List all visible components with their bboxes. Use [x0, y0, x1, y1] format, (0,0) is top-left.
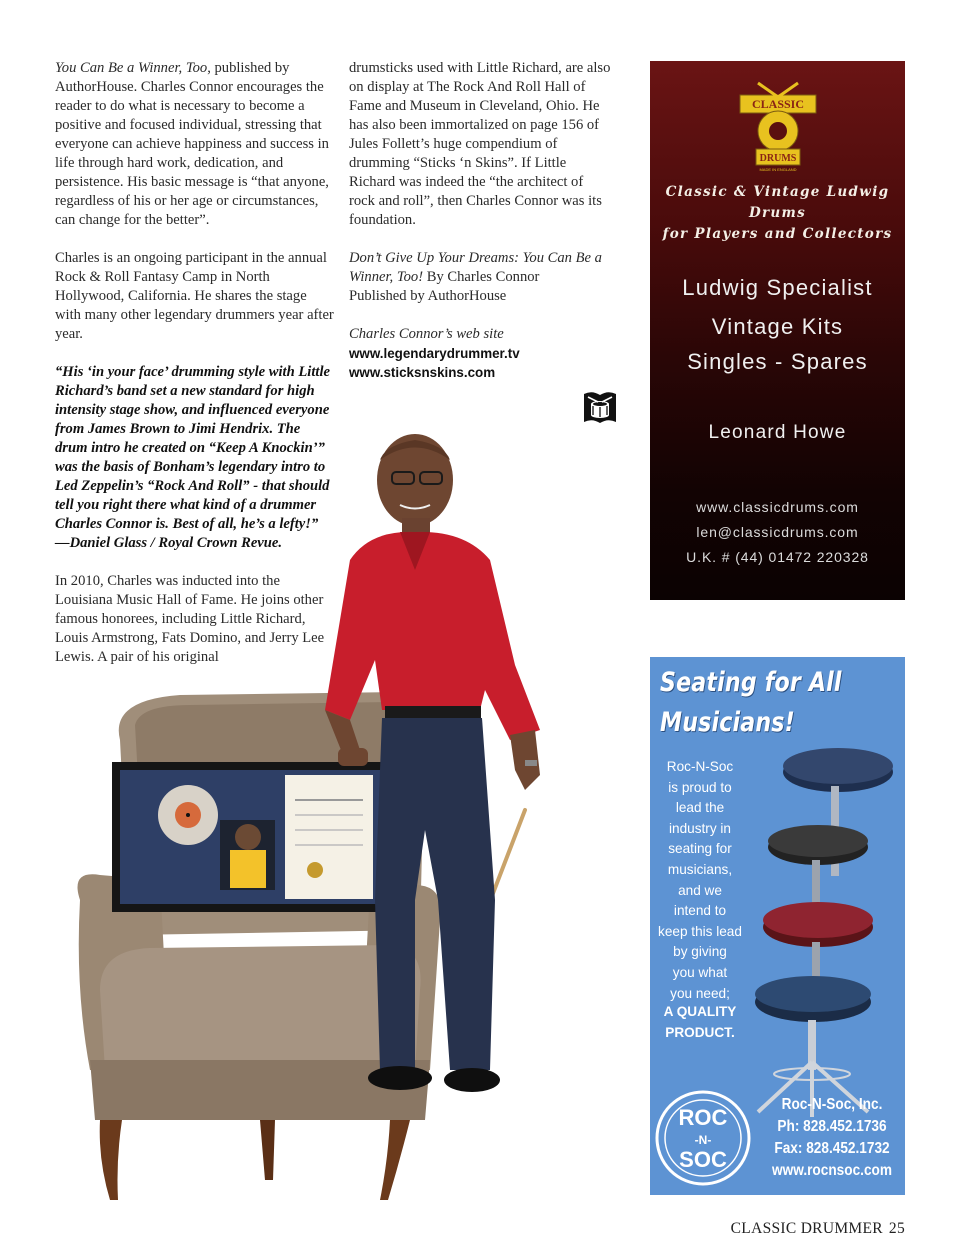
ad2-body-line: Roc-N-Soc — [666, 759, 734, 774]
contact-name: Leonard Howe — [708, 422, 847, 443]
ad2-body-line: you what — [672, 964, 728, 980]
ad2-body-line: seating for — [668, 841, 732, 857]
book-publisher: Published by AuthorHouse — [349, 288, 507, 304]
ad2-headline — [660, 663, 853, 743]
drum-endmark-icon — [582, 390, 618, 426]
web-site-label: Charles Connor’s web site — [349, 326, 504, 342]
ad2-body-line: is proud to — [668, 779, 732, 795]
charles-connor-photo — [70, 430, 610, 1220]
headline-line-1: Seating for All — [660, 667, 842, 698]
ad-tagline — [650, 182, 905, 245]
classic-drums-logo — [738, 75, 818, 175]
tagline-line-1: Classic & Vintage Ludwig Drums — [665, 184, 890, 221]
article-paragraph: drumsticks used with Little Richard, are also on display at The Rock And Roll Hall of Fame and Museum in Cleveland, Ohio. He has also been immortalized on page 156 of Jules Follett’s huge compendium of drumming “Sticks ‘n Skins”. If Little Richard was indeed the “the architect of rock and roll”, then Charles Connor was its foundation. — [349, 60, 611, 228]
quality-line-1: A QUALITY — [663, 1004, 737, 1019]
ad2-contact-block — [770, 1094, 893, 1182]
book-title-italic: Don’t Give Up Your Dreams: You Can Be a Winner, Too! — [349, 250, 602, 285]
ad-phone: U.K. # (44) 01472 220328 — [686, 549, 869, 565]
logo-n: -N- — [694, 1133, 712, 1147]
article-paragraph: In 2010, Charles was inducted into the Louisiana Music Hall of Fame. He joins other famous honorees, including Little Richard, Louis Armstrong, Fats Domino, and Jerry Lee Lewis. A pair of his original — [55, 573, 325, 665]
drum-stools-image — [728, 702, 905, 1127]
ad2-body-line: intend to — [673, 903, 727, 919]
logo-text-bottom: DRUMS — [759, 153, 797, 164]
book-title-italic: You Can Be a Winner, Too — [55, 60, 208, 76]
ad2-body-line: and we — [678, 882, 722, 898]
ad2-body-line: by giving — [673, 944, 727, 960]
logo-roc: ROC — [678, 1105, 728, 1130]
link-legendarydrummer[interactable]: www.legendarydrummer.tv — [349, 346, 520, 361]
ad2-quality-text — [652, 1002, 748, 1043]
roc-n-soc-logo — [654, 1089, 752, 1187]
ad-website[interactable]: www.classicdrums.com — [696, 499, 859, 515]
ad2-body-line: keep this lead — [658, 923, 742, 939]
ad-email[interactable]: len@classicdrums.com — [696, 524, 859, 540]
book-credit — [349, 249, 611, 306]
link-sticksnskins[interactable]: www.sticksnskins.com — [349, 365, 496, 380]
article-paragraph — [55, 59, 335, 230]
roc-n-soc-ad[interactable] — [650, 657, 905, 1195]
company-fax: Fax: 828.452.1732 — [774, 1140, 890, 1157]
article-column-2 — [349, 59, 611, 382]
headline-line-2: Musicians! — [660, 707, 795, 738]
ad2-body-line: industry in — [669, 820, 731, 836]
framed-record-award — [112, 762, 388, 912]
ad2-body-line: lead the — [675, 800, 725, 816]
logo-text-small: MADE IN ENGLAND — [759, 167, 797, 172]
page-number: 25 — [888, 1220, 905, 1237]
ad2-body-line: you need; — [670, 985, 730, 1001]
company-name: Roc-N-Soc, Inc. — [781, 1096, 883, 1113]
quote-text: “His ‘in your face’ drumming style with Little Richard’s band set a new standard for high intensity stage show, and influenced everyone from James Brown to Jimi Hendrix. The drum intro he created on “Keep A Knockin’” was the basis of Bonham’s legendary intro to Led Zeppelin’s “Rock And Roll” - that should tell you right there what kind of a drummer Charles Connor is. Best of all, he’s a lefty!” — [55, 364, 330, 532]
company-phone: Ph: 828.452.1736 — [777, 1118, 887, 1135]
page-footer — [731, 1220, 905, 1238]
quote-attribution: —Daniel Glass / Royal Crown Revue. — [55, 535, 283, 551]
ad-headline-1: Ludwig Specialist — [682, 275, 873, 300]
ad2-body-line: musicians, — [667, 861, 733, 877]
logo-text-top: CLASSIC — [751, 97, 805, 111]
book-author: By Charles Connor — [423, 269, 540, 285]
company-website[interactable]: www.rocnsoc.com — [771, 1162, 893, 1179]
magazine-name: CLASSIC DRUMMER — [730, 1220, 883, 1237]
ad2-body-text — [652, 757, 748, 1004]
classic-drums-ad[interactable] — [650, 61, 905, 600]
ad-headline-3: Singles - Spares — [687, 349, 868, 374]
quality-line-2: PRODUCT. — [665, 1024, 735, 1040]
logo-soc: SOC — [679, 1147, 727, 1172]
article-paragraph: Charles is an ongoing participant in the annual Rock & Roll Fantasy Camp in North Hollywood, California. He shares the stage with many other legendary drummers year after year. — [55, 250, 334, 342]
tagline-line-2: for Players and Collectors — [662, 226, 893, 242]
paragraph-text: , published by AuthorHouse. Charles Connor encourages the reader to do what is necessary to become a positive and focused individual, stressing that everyone can achieve happiness and success in life through hard work, dedication, and persistence. His basic message is “that anyone, regardless of his or her age or circumstances, can change for the better”. — [55, 60, 329, 228]
web-links — [349, 325, 611, 382]
ad-headline-2: Vintage Kits — [711, 314, 844, 339]
